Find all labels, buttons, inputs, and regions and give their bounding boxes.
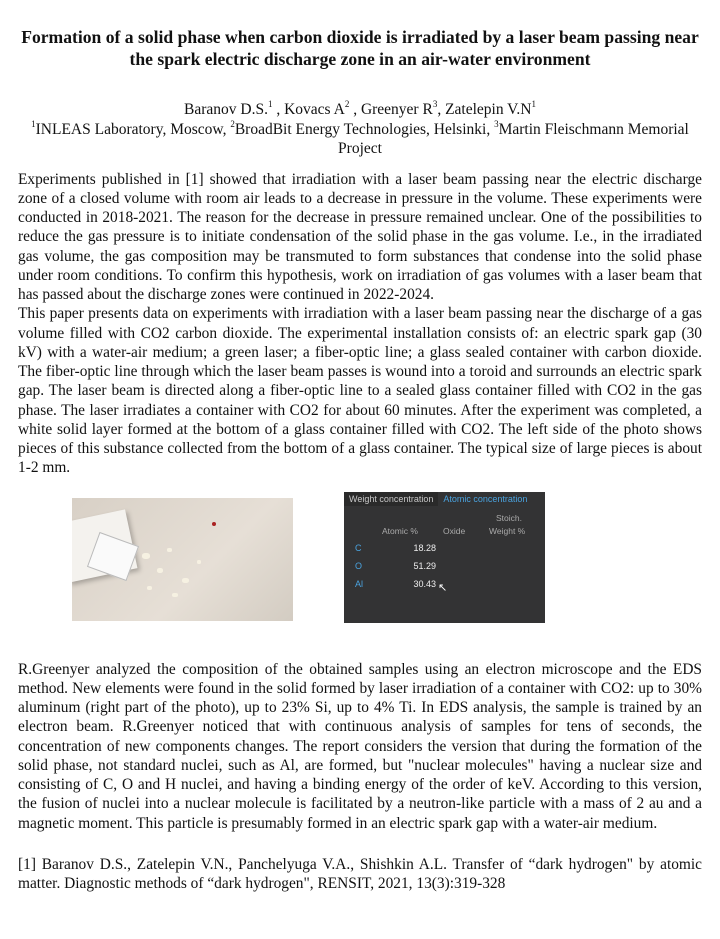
- author: [284, 101, 349, 118]
- author-sup: 2: [344, 99, 350, 109]
- atomic-value: 18.28: [413, 542, 436, 553]
- tab-weight-concentration[interactable]: Weight concentration: [344, 492, 438, 506]
- author-name: Greenyer R: [360, 101, 433, 118]
- affiliation-sup: 3: [494, 118, 499, 129]
- figure-row: [18, 492, 702, 644]
- mouse-cursor-icon: ↖: [438, 581, 448, 594]
- paragraph: R.Greenyer analyzed the composition of the obtained samples using an electron microscope and the EDS method. New elements were found in the solid formed by laser irradiation of a container with CO2: up to 30% aluminum (right part of the photo), up to 23% Si, up to 4% Ti. In EDS analysis, the sample is trained by an electron beam. R.Greenyer noticed that with continuous analysis of samples for tens of seconds, the concentration of new components changes. The report considers the version that during the formation of the solid phase, not standard nuclei, such as Al, are formed, but "nuclear molecules" having a nuclear size and consisting of C, O and H nuclei, and having a binding energy of the order of keV. According to this version, the fusion of nuclei into a nuclear molecule is facilitated by a neutron-like particle with a mass of 2 au and a magnetic moment. This particle is presumably formed in an electric spark gap with a water-air medium.: [18, 660, 702, 832]
- element-label: Al: [355, 578, 364, 589]
- tab-atomic-concentration[interactable]: Atomic concentration: [443, 493, 528, 504]
- paragraph: This paper presents data on experiments with irradiation with a laser beam passing near the discharge of a gas volume filled with CO2 carbon dioxide. The experimental installation consists of: an electric spark gap (30 kV) with a water-air medium; a green laser; a fiber-optic line; a glass sealed container with carbon dioxide. The fiber-optic line through which the laser beam passes is wound into a toroid and surrounds an electric spark gap. The laser beam is directed along a fiber-optic line to a sealed glass container filled with CO2 in the gas phase. The laser irradiates a container with CO2 for about 60 minutes. After the experiment was completed, a white solid layer formed at the bottom of a glass container filled with CO2. The left side of the photo shows pieces of this substance collected from the bottom of a glass container. The typical size of large pieces is about 1-2 mm.: [18, 305, 702, 477]
- author-name: Kovacs A: [284, 101, 345, 118]
- affiliation: INLEAS Laboratory, Moscow,: [35, 120, 227, 138]
- reference: [1] Baranov D.S., Zatelepin V.N., Panchelyuga V.A., Shishkin A.L. Transfer of “dark hydrogen" by atomic matter. Diagnostic methods of “dark hydrogen", RENSIT, 2021, 13(3):319-328: [18, 855, 702, 892]
- atomic-value: 51.29: [413, 560, 436, 571]
- affiliation: Martin Fleischmann Memorial Project: [338, 120, 689, 157]
- author-sup: 1: [531, 99, 536, 109]
- eds-results-panel: [344, 492, 545, 623]
- author: [184, 101, 272, 118]
- body-text-top: [18, 170, 702, 478]
- atomic-value: 30.43: [413, 578, 436, 589]
- paper-title: Formation of a solid phase when carbon dioxide is irradiated by a laser beam passing near the spark electric discharge zone in an air-water environment: [21, 27, 699, 69]
- author-list: Baranov D.S.$^1$ , Kovacs $A^2$ , Greenyer $R^3$, Zatelepin $V.N^1$: [184, 99, 536, 118]
- affiliation-sup: 2: [230, 118, 235, 129]
- sample-photo: [72, 498, 293, 621]
- author: [445, 101, 536, 118]
- affiliation-list: [20, 120, 700, 159]
- affiliation-sup: 1: [31, 118, 36, 129]
- author-name: Baranov D.S.: [184, 101, 268, 118]
- column-header: Stoich.: [496, 512, 522, 523]
- column-header: Oxide: [443, 525, 466, 536]
- author-sup: 1: [267, 99, 273, 109]
- affiliation: BroadBit Energy Technologies, Helsinki,: [234, 120, 491, 138]
- paragraph: Experiments published in [1] showed that irradiation with a laser beam passing near the electric discharge zone of a closed volume with room air leads to a decrease in pressure in the volume. These experiments were conducted in 2018-2021. The reason for the decrease in pressure remained unclear. One of the possibilities to reduce the gas pressure is to initiate condensation of the solid phase in the gas volume. I.e., in the irradiated gas volume, the gas composition may be transmuted to form substances that condense into the solid phase under room conditions. To confirm this hypothesis, work on irradiation of gas volumes with a laser beam that has passed about the discharge zones were continued in 2022-2024.: [18, 170, 702, 303]
- element-label: C: [355, 542, 362, 553]
- element-label: O: [355, 560, 363, 571]
- author-sup: 3: [432, 99, 438, 109]
- author-name: Zatelepin V.N: [445, 101, 532, 118]
- column-header: Weight %: [489, 525, 526, 536]
- author-block: [20, 100, 700, 159]
- author: [361, 101, 437, 118]
- column-header: Atomic %: [382, 525, 418, 536]
